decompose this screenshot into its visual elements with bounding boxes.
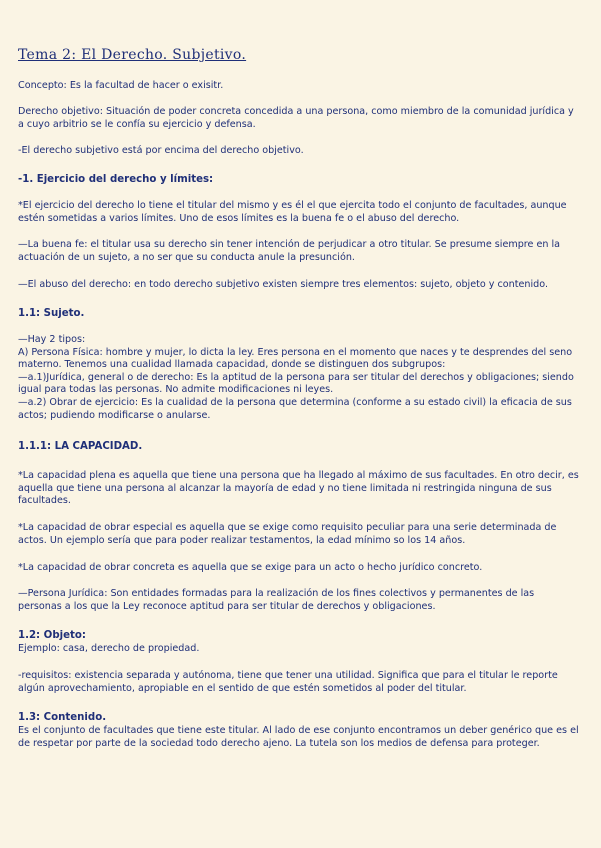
capacidad-especial-paragraph: *La capacidad de obrar especial es aquella que se exige como requisito peculiar para una serie determinada de actos. Un ejemplo sería que para poder realizar testamentos, la edad mínimo so los 14 años. [18, 522, 557, 546]
concepto-paragraph: Concepto: Es la facultad de hacer o exisitr. [18, 80, 224, 91]
capacidad-heading: 1.1.1: LA CAPACIDAD. [18, 441, 143, 452]
sujeto-line: —a.2) Obrar de ejercicio: Es la cualidad de la persona que determina (conforme a su estado civil) la eficacia de sus actos; pudiendo modificarse o anularse. [18, 396, 572, 421]
abuso-paragraph: —El abuso del derecho: en todo derecho subjetivo existen siempre tres elementos: sujeto, objeto y contenido. [18, 279, 549, 290]
capacidad-plena-paragraph: *La capacidad plena es aquella que tiene una persona que ha llegado al máximo de sus facultades. En otro decir, es aquella que tiene una persona al alcanzar la mayoría de edad y no tiene limitada ni restringida ninguna de sus facultades. [18, 470, 579, 507]
buena-fe-paragraph: —La buena fe: el titular usa su derecho sin tener intención de perjudicar a otro titular. Se presume siempre en la actuación de un sujeto, a no ser que su conducta anule la presunción. [18, 239, 561, 263]
sujeto-line: —a.1)Jurídica, general o de derecho: Es la aptitud de la persona para ser titular del derechos y obligaciones; siendo igual para todas las personas. No admite modificaciones ni leyes. [18, 371, 574, 396]
sujeto-line: —Hay 2 tipos: [18, 334, 86, 345]
objeto-heading: 1.2: Objeto: [18, 630, 86, 641]
sujeto-line: A) Persona Física: hombre y mujer, lo dicta la ley. Eres persona en el momento que naces y te desprendes del seno materno. Tenemos una cualidad llamada capacidad, donde se distinguen dos subgrupos: [18, 346, 573, 371]
objeto-ejemplo: Ejemplo: casa, derecho de propiedad. [18, 643, 200, 654]
capacidad-concreta-paragraph: *La capacidad de obrar concreta es aquella que se exige para un acto o hecho jurídico concreto. [18, 562, 483, 573]
ejercicio-heading: -1. Ejercicio del derecho y límites: [18, 174, 214, 185]
page-title: Tema 2: El Derecho. Subjetivo. [18, 47, 247, 63]
ejercicio-paragraph: *El ejercicio del derecho lo tiene el titular del mismo y es él el que ejercita todo el conjunto de facultades, aunque estén sometidas a varios límites. Uno de esos límites es la buena fe o el abuso del derecho. [18, 200, 567, 224]
requisitos-paragraph: -requisitos: existencia separada y autónoma, tiene que tener una utilidad. Significa que para el titular le reporte algún aprovechamiento, apropiable en el sentido de que estén sometidos al poder del titular. [18, 670, 558, 694]
contenido-heading: 1.3: Contenido. [18, 712, 107, 723]
persona-juridica-paragraph: —Persona Jurídica: Son entidades formadas para la realización de los fines colectivos y permanentes de las personas a los que la Ley reconoce aptitud para ser titular de derechos y obligaciones. [18, 588, 535, 612]
subjetivo-encima-paragraph: -El derecho subjetivo está por encima del derecho objetivo. [18, 145, 304, 156]
contenido-paragraph: Es el conjunto de facultades que tiene este titular. Al lado de ese conjunto encontramos un deber genérico que es el de respetar por parte de la sociedad todo derecho ajeno. La tutela son los medios de defensa para proteger. [18, 725, 579, 749]
sujeto-heading: 1.1: Sujeto. [18, 308, 85, 319]
derecho-objetivo-paragraph: Derecho objetivo: Situación de poder concreta concedida a una persona, como miembro de la comunidad jurídica y a cuyo arbitrio se le confía su ejercicio y defensa. [18, 106, 574, 130]
sujeto-block [18, 334, 579, 422]
